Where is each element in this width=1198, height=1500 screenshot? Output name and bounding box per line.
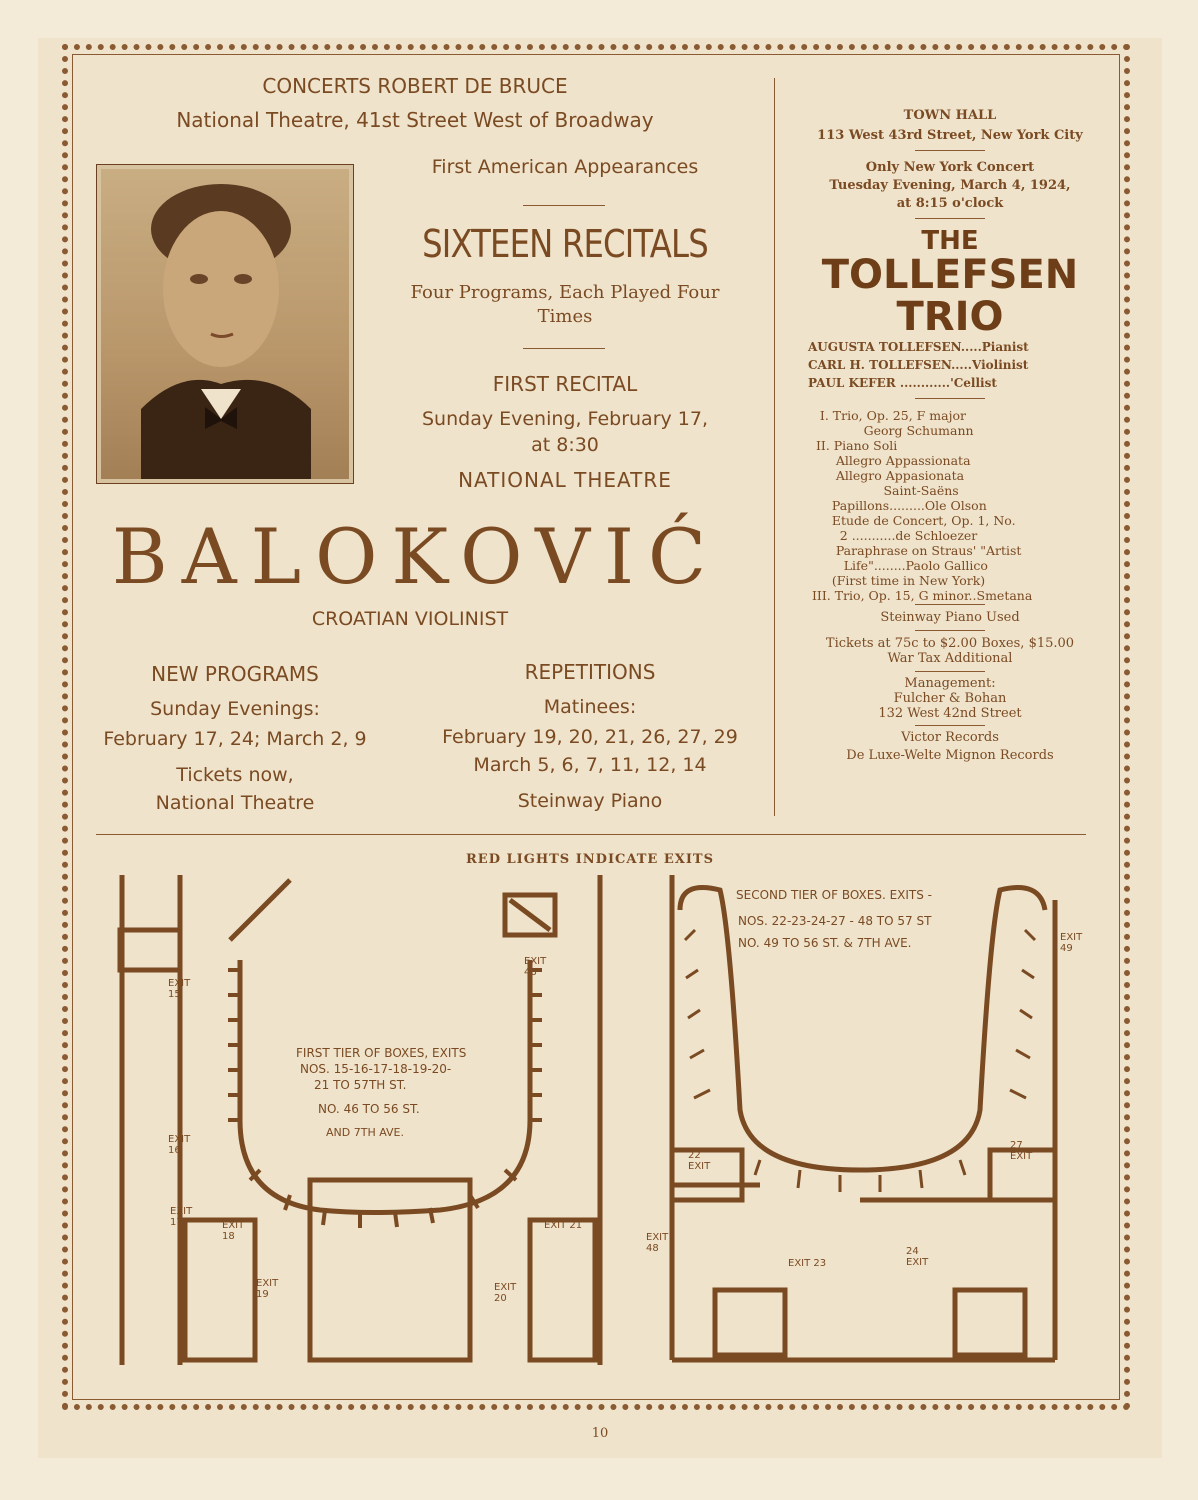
exit-16: EXIT 16 (168, 1134, 191, 1156)
first-tier-text-5: AND 7TH AVE. (326, 1126, 404, 1139)
exit-46: EXIT 46 (524, 956, 547, 978)
divider (915, 725, 985, 726)
exit-20: EXIT 20 (494, 1282, 517, 1304)
sunday-evenings: Sunday Evenings: (150, 698, 320, 720)
trio-word: TRIO (896, 294, 1004, 340)
four-programs-line-2: Times (537, 306, 593, 327)
artist-name: BALOKOVIĆ (111, 512, 721, 601)
member-pianist: AUGUSTA TOLLEFSEN.....Pianist (808, 340, 1029, 354)
ticket-prices: Tickets at 75c to $2.00 Boxes, $15.00 (825, 636, 1075, 651)
artist-description: CROATIAN VIOLINIST (311, 608, 509, 630)
presenter: CONCERTS ROBERT DE BRUCE (262, 74, 568, 98)
sixteen-recitals: SIXTEEN RECITALS (422, 222, 708, 266)
new-program-dates: February 17, 24; March 2, 9 (103, 728, 367, 750)
divider (915, 398, 985, 399)
first-tier-text-1: FIRST TIER OF BOXES, EXITS (296, 1046, 467, 1060)
member-violinist: CARL H. TOLLEFSEN.....Violinist (808, 358, 1029, 372)
exit-48: EXIT 48 (646, 1232, 669, 1254)
concert-date: Tuesday Evening, March 4, 1924, (829, 178, 1071, 193)
second-tier-text-3: NO. 49 TO 56 ST. & 7TH AVE. (738, 936, 912, 950)
concert-time: at 8:15 o'clock (896, 196, 1004, 211)
section-divider (96, 834, 1086, 835)
divider (915, 630, 985, 631)
divider (915, 671, 985, 672)
repetition-dates-feb: February 19, 20, 21, 26, 27, 29 (442, 726, 738, 748)
exit-17: EXIT 17 (170, 1206, 193, 1228)
venue-line: National Theatre, 41st Street West of Broadway (176, 108, 654, 132)
divider (915, 150, 985, 151)
portrait-photo (96, 164, 354, 484)
member-cellist: PAUL KEFER ............'Cellist (808, 376, 997, 390)
exit-21: EXIT 21 (544, 1220, 583, 1231)
town-hall-address: 113 West 43rd Street, New York City (817, 128, 1083, 143)
repetitions: REPETITIONS (524, 660, 656, 684)
matinees: Matinees: (543, 696, 637, 718)
first-recital-time: at 8:30 (531, 434, 599, 456)
exit-18: EXIT 18 (222, 1220, 245, 1242)
first-tier-text-4: NO. 46 TO 56 ST. (318, 1102, 420, 1116)
tickets-now: Tickets now, (176, 764, 294, 786)
first-recital: FIRST RECITAL (492, 372, 638, 396)
plans-heading: RED LIGHTS INDICATE EXITS (466, 852, 714, 867)
four-programs-line-1: Four Programs, Each Played Four (410, 282, 720, 303)
divider (523, 205, 605, 206)
victor-records: Victor Records (901, 730, 999, 745)
concert-program: I. Trio, Op. 25, F major Georg Schumann II. Piano Soli Allegro Appassionata Allegro Appasionata Saint-Saëns Papillons.........Ole Olson Etude de Concert, Op. 1, No. 2 ...........de Schloezer Paraphrase on Straus' "Artist Life"........Paolo Gallico (First time in New York) III. Trio, Op. 15, G minor..Smetana (811, 408, 1033, 603)
management-name: Fulcher & Bohan (893, 691, 1007, 706)
divider (523, 348, 605, 349)
town-hall: TOWN HALL (903, 108, 997, 123)
first-american-appearances: First American Appearances (431, 156, 699, 178)
exit-24: 24 EXIT (906, 1246, 929, 1268)
exit-23: EXIT 23 (788, 1258, 827, 1269)
piano-used: Steinway Piano Used (880, 610, 1020, 625)
first-tier-text-2: NOS. 15-16-17-18-19-20- (300, 1062, 452, 1076)
divider (915, 604, 985, 605)
second-tier-text-1: SECOND TIER OF BOXES. EXITS - (736, 888, 933, 902)
new-programs: NEW PROGRAMS (151, 662, 319, 686)
management-address: 132 West 42nd Street (878, 706, 1022, 721)
repetition-dates-mar: March 5, 6, 7, 11, 12, 14 (473, 754, 707, 776)
first-tier-plan (110, 870, 610, 1370)
management-label: Management: (904, 676, 996, 691)
war-tax: War Tax Additional (887, 651, 1013, 666)
exit-19: EXIT 19 (256, 1278, 279, 1300)
page-number: 10 (591, 1426, 609, 1441)
exit-49: EXIT 49 (1060, 932, 1083, 954)
exit-22: 22 EXIT (688, 1150, 711, 1172)
welte-records: De Luxe-Welte Mignon Records (846, 748, 1054, 763)
exit-27: 27 EXIT (1010, 1140, 1033, 1162)
first-recital-date: Sunday Evening, February 17, (421, 408, 709, 430)
tickets-venue: National Theatre (155, 792, 315, 814)
exit-15: EXIT 15 (168, 978, 191, 1000)
only-concert: Only New York Concert (865, 160, 1035, 175)
column-divider (774, 78, 775, 816)
trio-the: THE (921, 226, 979, 256)
divider (915, 218, 985, 219)
second-tier-text-2: NOS. 22-23-24-27 - 48 TO 57 ST (738, 914, 932, 928)
steinway-piano: Steinway Piano (517, 790, 663, 812)
trio-name: TOLLEFSEN (821, 252, 1079, 298)
first-tier-text-3: 21 TO 57TH ST. (314, 1078, 407, 1092)
national-theatre: NATIONAL THEATRE (458, 468, 672, 492)
